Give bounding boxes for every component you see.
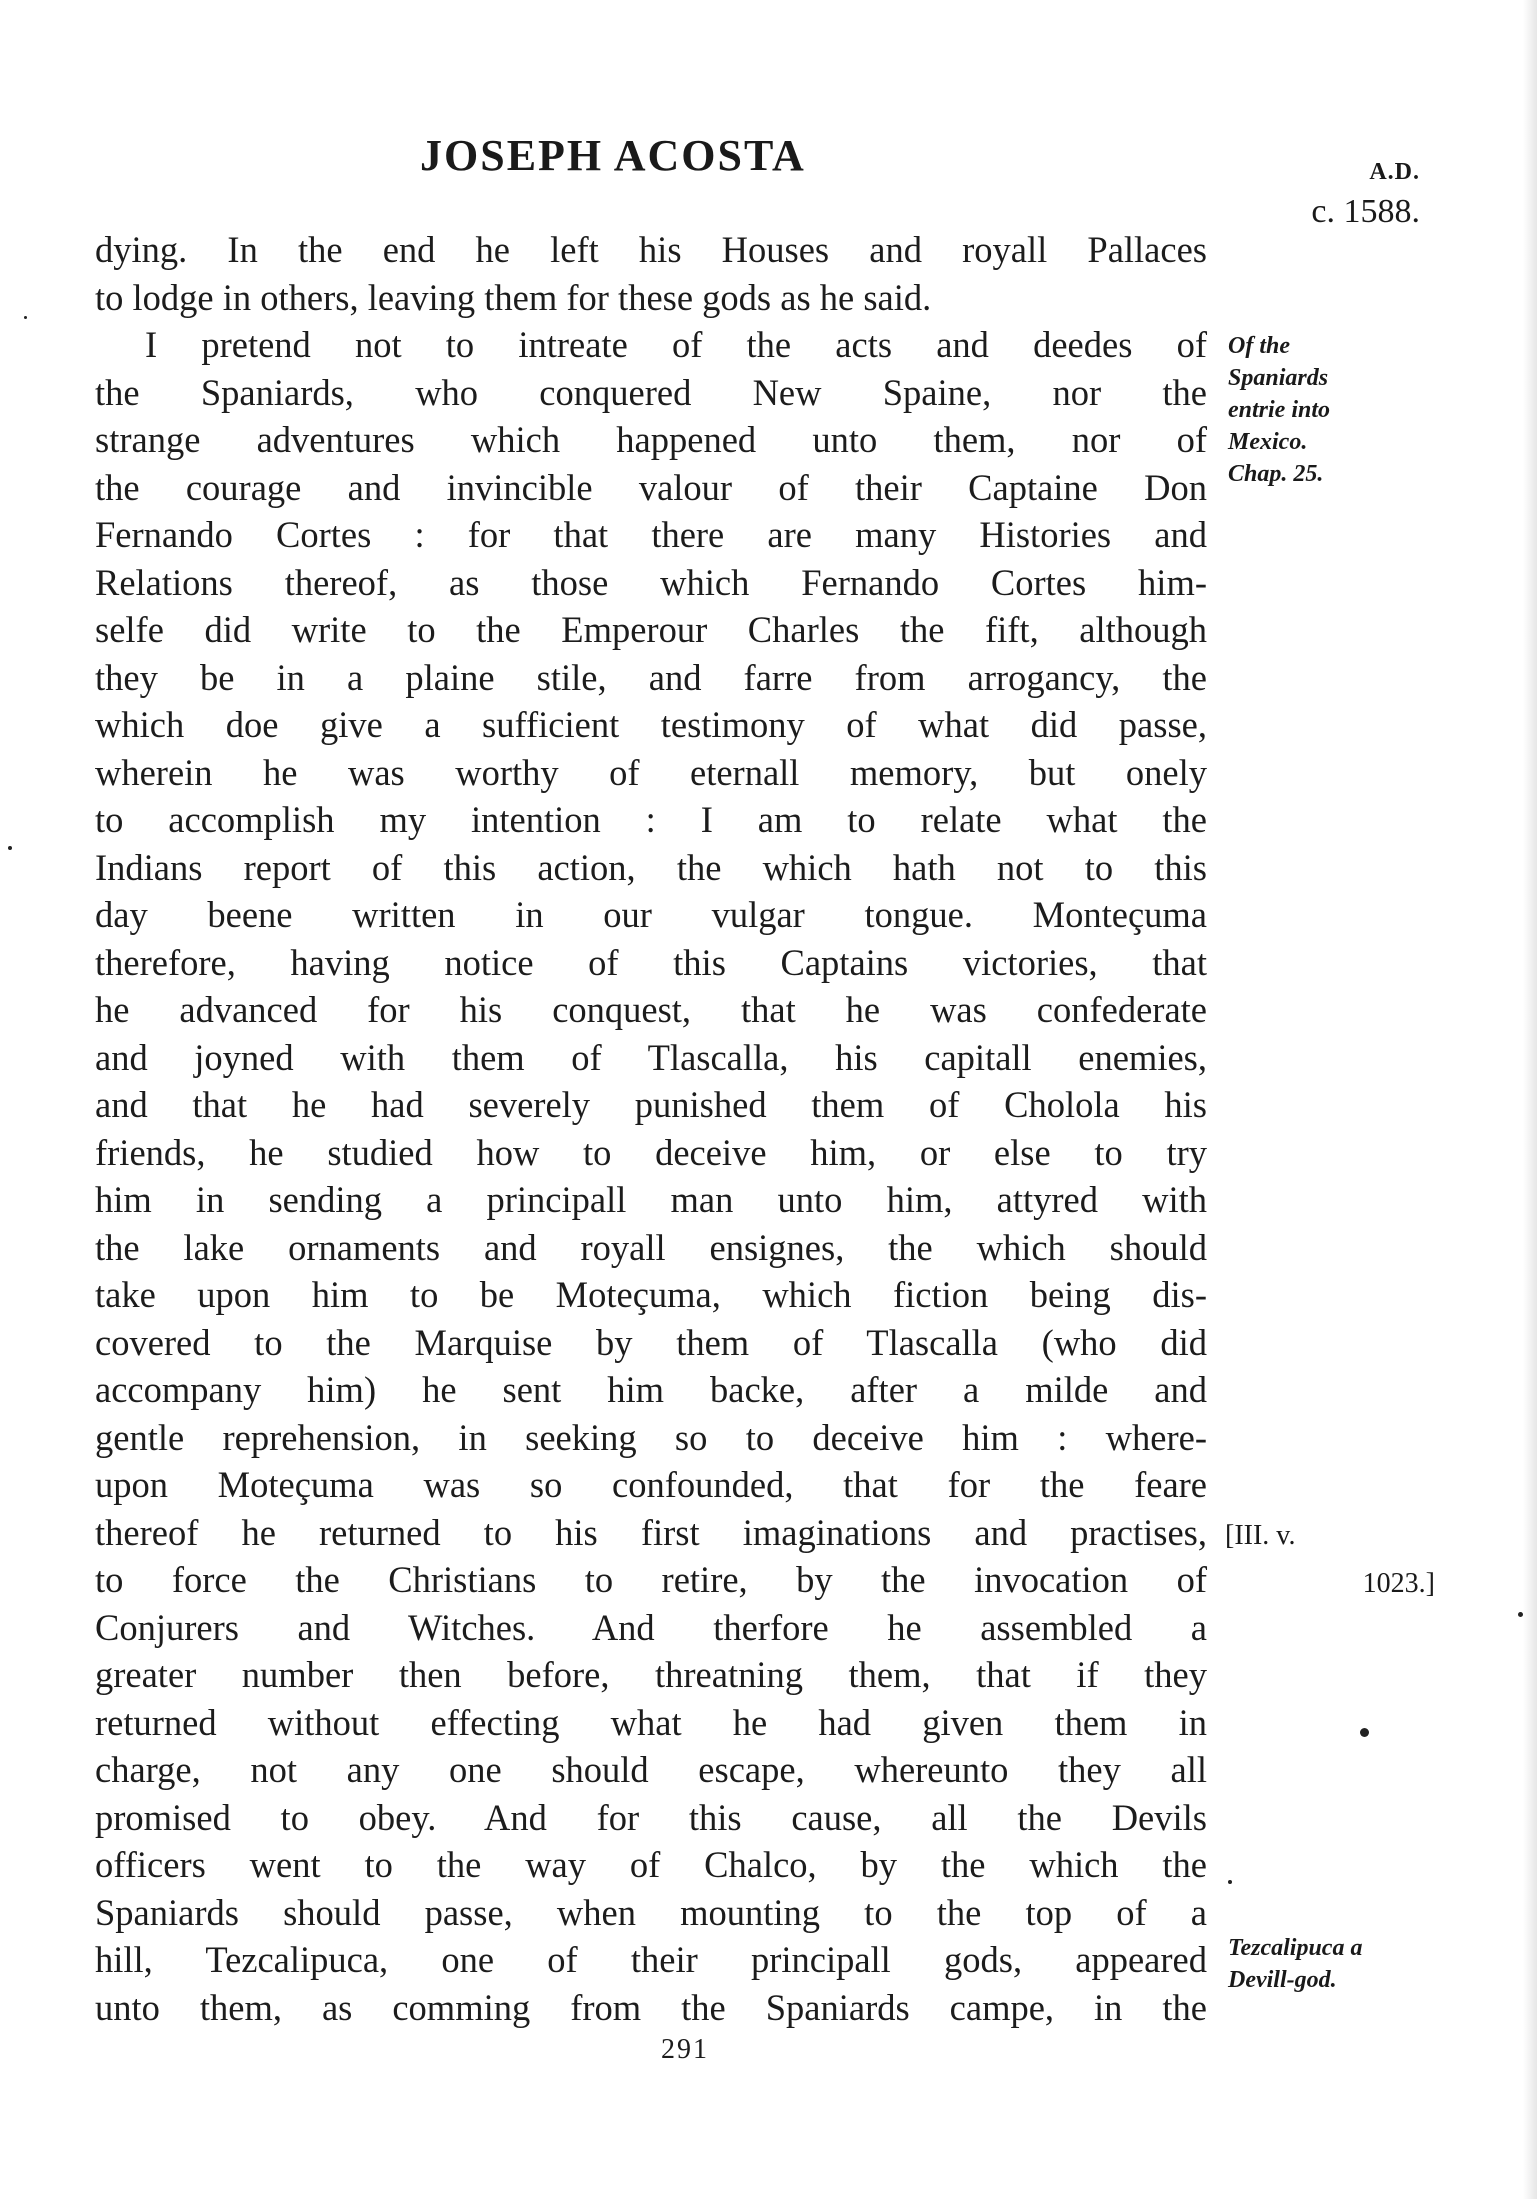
text-line: I pretend not to intreate of the acts and deedes of [145, 324, 1207, 365]
scan-speck [8, 846, 12, 850]
text-line: gentle reprehension, in seeking so to deceive him : where- [95, 1416, 1207, 1458]
date-label: A.D. [1369, 159, 1420, 185]
text-line: the courage and invincible valour of their Captaine Don [95, 466, 1207, 508]
text-line: to lodge in others, leaving them for these gods as he said. [95, 276, 932, 318]
bracket-note-line: 1023.] [1362, 1568, 1435, 1599]
text-line: greater number then before, threatning them, that if they [95, 1654, 1207, 1695]
text-line: the lake ornaments and royall ensignes, the which should [95, 1226, 1207, 1268]
page-header [0, 130, 1537, 230]
text-line: promised to obey. And for this cause, all the Devils [95, 1796, 1207, 1838]
scan-speck [1360, 1728, 1369, 1737]
text-line: thereof he returned to his first imaginations and practises, [95, 1511, 1207, 1553]
text-line: covered to the Marquise by them of Tlascalla (who did [95, 1321, 1207, 1363]
sidenote-tezcalipuca [1228, 1932, 1418, 1996]
sidenote-line: entrie into [1228, 397, 1331, 423]
text-line: which doe give a sufficient testimony of what did passe, [95, 704, 1207, 745]
text-line: charge, not any one should escape, whereunto they all [95, 1749, 1207, 1790]
text-line: to force the Christians to retire, by the invocation of [95, 1559, 1207, 1600]
text-line: therefore, having notice of this Captains victories, that [95, 941, 1207, 983]
text-line: officers went to the way of Chalco, by the which the [95, 1844, 1207, 1885]
text-line: returned without effecting what he had given them in [95, 1701, 1207, 1743]
text-line: take upon him to be Moteçuma, which fiction being dis- [95, 1274, 1207, 1315]
sidenote-line: Of the [1228, 333, 1290, 359]
text-line: he advanced for his conquest, that he was confederate [95, 989, 1207, 1030]
page-edge-shadow [1523, 0, 1537, 2199]
text-line: unto them, as comming from the Spaniards campe, in the [95, 1986, 1207, 2028]
page-number: 291 [661, 2034, 709, 2065]
text-line: they be in a plaine stile, and farre from arrogancy, the [95, 656, 1207, 698]
bracket-note-line: [III. v. [1225, 1520, 1296, 1551]
date-year: c. 1588. [1311, 193, 1420, 230]
text-line: Conjurers and Witches. And therfore he assembled a [95, 1606, 1207, 1648]
text-line: to accomplish my intention : I am to relate what the [95, 799, 1207, 840]
text-line: Spaniards should passe, when mounting to the top of a [95, 1891, 1207, 1933]
text-line: and that he had severely punished them of Cholola his [95, 1084, 1207, 1125]
text-line: wherein he was worthy of eternall memory, but onely [95, 751, 1207, 793]
scan-speck [1518, 1612, 1523, 1617]
running-head: JOSEPH ACOSTA [420, 131, 806, 180]
text-line: accompany him) he sent him backe, after a milde and [95, 1369, 1207, 1410]
text-line: Relations thereof, as those which Fernando Cortes him- [95, 561, 1207, 603]
text-line: upon Moteçuma was so confounded, that for the feare [95, 1464, 1207, 1505]
text-line: Fernando Cortes : for that there are many Histories and [95, 514, 1207, 555]
sidenote-line: Spaniards [1228, 365, 1329, 391]
text-line: dying. In the end he left his Houses and royall Pallaces [95, 229, 1207, 270]
text-line: selfe did write to the Emperour Charles the fift, although [95, 609, 1207, 650]
sidenote-chapter [1228, 330, 1418, 490]
text-line: strange adventures which happened unto them, nor of [95, 419, 1207, 460]
sidenote-line: Mexico. [1228, 429, 1308, 455]
scan-speck [1228, 1880, 1232, 1884]
bracket-note [1225, 1512, 1435, 1608]
text-line: and joyned with them of Tlascalla, his capitall enemies, [95, 1036, 1207, 1078]
text-line: day beene written in our vulgar tongue. Monteçuma [95, 894, 1207, 935]
sidenote-line: Devill-god. [1228, 1967, 1337, 1993]
text-line: Indians report of this action, the which hath not to this [95, 846, 1207, 888]
scan-speck [24, 316, 27, 319]
text-line: him in sending a principall man unto him, attyred with [95, 1179, 1207, 1220]
text-line: hill, Tezcalipuca, one of their principall gods, appeared [95, 1939, 1207, 1980]
text-line: the Spaniards, who conquered New Spaine, nor the [95, 371, 1207, 413]
sidenote-line: Chap. 25. [1228, 461, 1324, 487]
body-text [95, 226, 1207, 2031]
text-line: friends, he studied how to deceive him, or else to try [95, 1131, 1207, 1173]
header-date [1270, 152, 1420, 232]
sidenote-line: Tezcalipuca a [1228, 1935, 1363, 1961]
